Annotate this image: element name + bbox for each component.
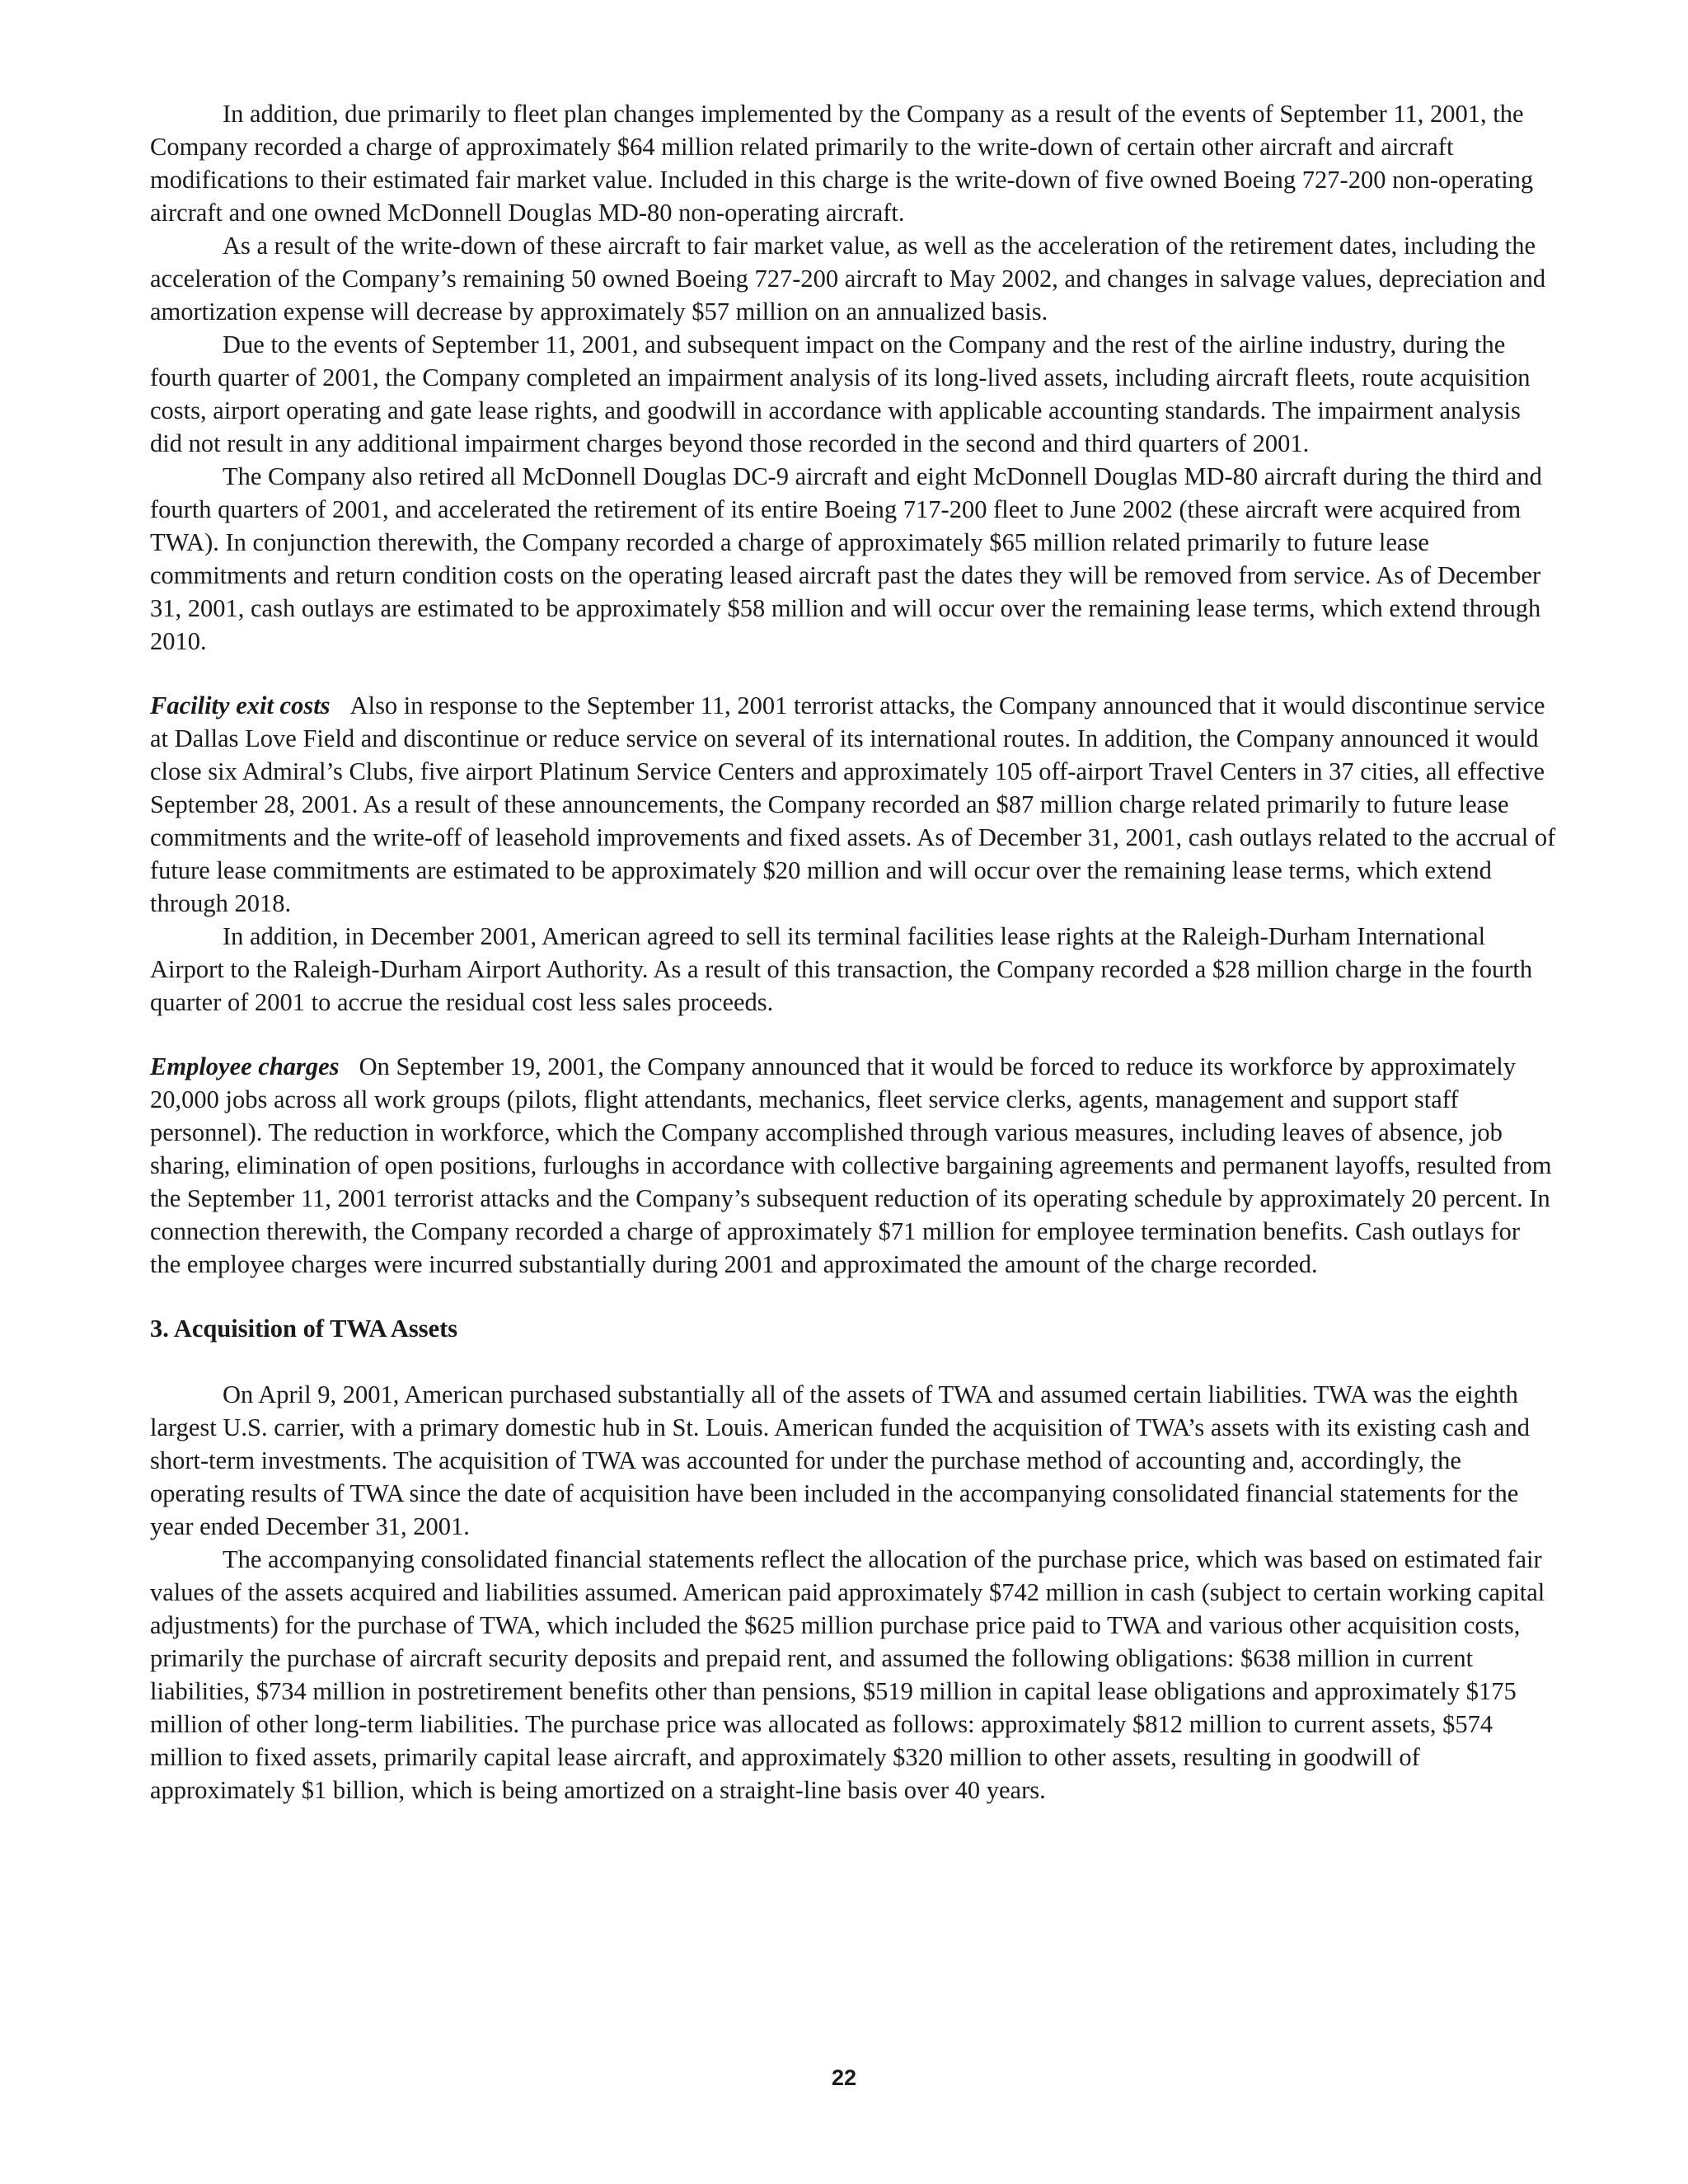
facility-exit-costs-text: Also in response to the September 11, 2001 terrorist attacks, the Company announced that it would discontinue service at Dallas Love Field and discontinue or reduce service on several of its international routes. In addition, the Company announced it would close six Admiral’s Clubs, five airport Platinum Service Centers and approximately 105 off-airport Travel Centers in 37 cities, all effective September 28, 2001. As a result of these announcements, the Company recorded an $87 million charge related primarily to future lease commitments and the write-off of leasehold improvements and fixed assets. As of December 31, 2001, cash outlays related to the accrual of future lease commitments are estimated to be approximately $20 million and will occur over the remaining lease terms, which extend through 2018. [150, 691, 1556, 917]
section-spacer [150, 658, 1556, 689]
paragraph-aircraft-writedown: In addition, due primarily to fleet plan changes implemented by the Company as a result of the events of September 11, 2001, the Company recorded a charge of approximately $64 million related primarily to the write-down of certain other aircraft and aircraft modifications to their estimated fair market value. Included in this charge is the write-down of five owned Boeing 727-200 non-operating aircraft and one owned McDonnell Douglas MD-80 non-operating aircraft. [150, 100, 1534, 227]
paragraph-employee-charges [150, 1050, 1556, 1281]
section-spacer [150, 1345, 1556, 1378]
paragraph-raleigh-durham: In addition, in December 2001, American agreed to sell its terminal facilities lease rights at the Raleigh-Durham International Airport to the Raleigh-Durham Airport Authority. As a result of this transaction, the Company recorded a $28 million charge in the fourth quarter of 2001 to accrue the residual cost less sales proceeds. [150, 922, 1533, 1016]
paragraph-depreciation-decrease: As a result of the write-down of these aircraft to fair market value, as well as the acceleration of the retirement dates, including the acceleration of the Company’s remaining 50 owned Boeing 727-200 aircraft to May 2002, and changes in salvage values, depreciation and amortization expense will decrease by approximately $57 million on an annualized basis. [150, 232, 1546, 326]
section-spacer [150, 1019, 1556, 1050]
section-spacer [150, 1281, 1556, 1312]
employee-charges-lead: Employee charges [150, 1052, 340, 1080]
paragraph-facility-exit-costs [150, 689, 1556, 920]
paragraph-purchase-price-allocation: The accompanying consolidated financial statements reflect the allocation of the purchase price, which was based on estimated fair values of the assets acquired and liabilities assumed. American paid approximately $742 million in cash (subject to certain working capital adjustments) for the purchase of TWA, which included the $625 million purchase price paid to TWA and various other acquisition costs, primarily the purchase of aircraft security deposits and prepaid rent, and assumed the following obligations: $638 million in current liabilities, $734 million in postretirement benefits other than pensions, $519 million in capital lease obligations and approximately $175 million of other long-term liabilities. The purchase price was allocated as follows: approximately $812 million to current assets, $574 million to fixed assets, primarily capital lease aircraft, and approximately $320 million to other assets, resulting in goodwill of approximately $1 billion, which is being amortized on a straight-line basis over 40 years. [150, 1545, 1545, 1804]
section-heading-twa-acquisition: 3. Acquisition of TWA Assets [150, 1315, 458, 1343]
facility-exit-costs-lead: Facility exit costs [150, 691, 331, 719]
employee-charges-text: On September 19, 2001, the Company announced that it would be forced to reduce its workforce by approximately 20,000 jobs across all work groups (pilots, flight attendants, mechanics, fleet service clerks, agents, management and support staff personnel). The reduction in workforce, which the Company accomplished through various measures, including leaves of absence, job sharing, elimination of open positions, furloughs in accordance with collective bargaining agreements and permanent layoffs, resulted from the September 11, 2001 terrorist attacks and the Company’s subsequent reduction of its operating schedule by approximately 20 percent. In connection therewith, the Company recorded a charge of approximately $71 million for employee termination benefits. Cash outlays for the employee charges were incurred substantially during 2001 and approximated the amount of the charge recorded. [150, 1052, 1552, 1278]
page-number: 22 [831, 2065, 857, 2090]
paragraph-impairment-analysis: Due to the events of September 11, 2001, and subsequent impact on the Company and the rest of the airline industry, during the fourth quarter of 2001, the Company completed an impairment analysis of its long-lived assets, including aircraft fleets, route acquisition costs, airport operating and gate lease rights, and goodwill in accordance with applicable accounting standards. The impairment analysis did not result in any additional impairment charges beyond those recorded in the second and third quarters of 2001. [150, 330, 1531, 457]
paragraph-twa-purchase: On April 9, 2001, American purchased substantially all of the assets of TWA and assumed certain liabilities. TWA was the eighth largest U.S. carrier, with a primary domestic hub in St. Louis. American funded the acquisition of TWA’s assets with its existing cash and short-term investments. The acquisition of TWA was accounted for under the purchase method of accounting and, accordingly, the operating results of TWA since the date of acquisition have been included in the accompanying consolidated financial statements for the year ended December 31, 2001. [150, 1380, 1531, 1540]
paragraph-fleet-retirement: The Company also retired all McDonnell Douglas DC-9 aircraft and eight McDonnell Douglas MD-80 aircraft during the third and fourth quarters of 2001, and accelerated the retirement of its entire Boeing 717-200 fleet to June 2002 (these aircraft were acquired from TWA). In conjunction therewith, the Company recorded a charge of approximately $65 million related primarily to future lease commitments and return condition costs on the operating leased aircraft past the dates they will be removed from service. As of December 31, 2001, cash outlays are estimated to be approximately $58 million and will occur over the remaining lease terms, which extend through 2010. [150, 462, 1542, 655]
